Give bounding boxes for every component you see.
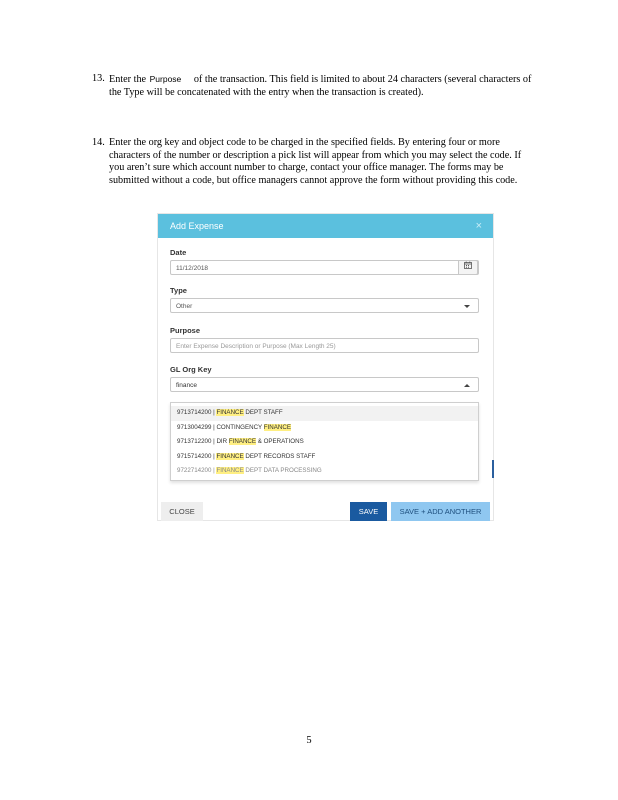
purpose-field-reference: Purpose: [149, 74, 182, 84]
list-item[interactable]: 9722714200 | FINANCE DEPT DATA PROCESSING: [177, 467, 322, 475]
step-text: Enter the org key and object code to be charged in the specified fields. By entering four or more characters of the number or description a pick list will appear from which you may select the code. If you aren’t sure which account number to charge, contact your office manager. The forms may be submitted without a code, but office managers cannot approve the form without providing this code.: [109, 137, 522, 186]
chevron-down-icon: [464, 305, 470, 308]
type-value: Other: [176, 303, 193, 310]
match-highlight: FINANCE: [216, 452, 244, 460]
modal-title: Add Expense: [170, 221, 224, 231]
modal-header: [158, 214, 493, 238]
save-button[interactable]: SAVE: [350, 502, 387, 521]
gl-org-key-value: finance: [176, 382, 197, 389]
match-highlight: FINANCE: [228, 438, 257, 446]
step-number: 14.: [92, 137, 105, 148]
chevron-up-icon: [464, 384, 470, 387]
match-highlight: FINANCE: [216, 409, 244, 416]
purpose-input[interactable]: [170, 338, 479, 353]
purpose-label: Purpose: [170, 326, 201, 335]
type-select[interactable]: [170, 298, 479, 313]
list-item[interactable]: 9713004299 | CONTINGENCY FINANCE: [177, 423, 291, 431]
list-item[interactable]: 9713714200 | FINANCE DEPT STAFF: [171, 406, 478, 421]
close-icon[interactable]: ×: [475, 220, 482, 232]
list-item[interactable]: 9715714200 | FINANCE DEPT RECORDS STAFF: [177, 452, 316, 460]
type-label: Type: [170, 286, 187, 295]
match-highlight: FINANCE: [216, 467, 244, 475]
scroll-edge-marker: [492, 460, 494, 478]
step-text-after: of the transaction. This field is limited to about 24 characters (several characters of the Type will be concatenated with the entry when the transaction is created).: [109, 74, 532, 98]
purpose-placeholder: Enter Expense Description or Purpose (Max Length 25): [176, 343, 336, 350]
page-number: 5: [306, 735, 312, 746]
step-13: [92, 73, 532, 99]
step-text-before: Enter the: [109, 74, 147, 85]
save-add-another-button[interactable]: SAVE + ADD ANOTHER: [391, 502, 490, 521]
list-item[interactable]: 9713712200 | DIR FINANCE & OPERATIONS: [177, 438, 304, 446]
step-text: [109, 73, 532, 99]
gl-org-key-label: GL Org Key: [170, 365, 212, 374]
date-value: 11/12/2018: [176, 265, 209, 272]
close-button[interactable]: CLOSE: [161, 502, 203, 521]
calendar-icon[interactable]: [458, 260, 478, 275]
gl-org-key-input[interactable]: [170, 377, 479, 392]
match-highlight: FINANCE: [263, 423, 291, 431]
step-number: 13.: [92, 73, 105, 84]
date-field[interactable]: [170, 260, 479, 275]
step-14: [92, 137, 532, 187]
modal-footer: [158, 502, 493, 524]
modal-body: [170, 248, 479, 392]
add-expense-modal: [158, 214, 493, 520]
gl-org-key-picklist: [170, 402, 479, 481]
date-label: Date: [170, 248, 187, 257]
